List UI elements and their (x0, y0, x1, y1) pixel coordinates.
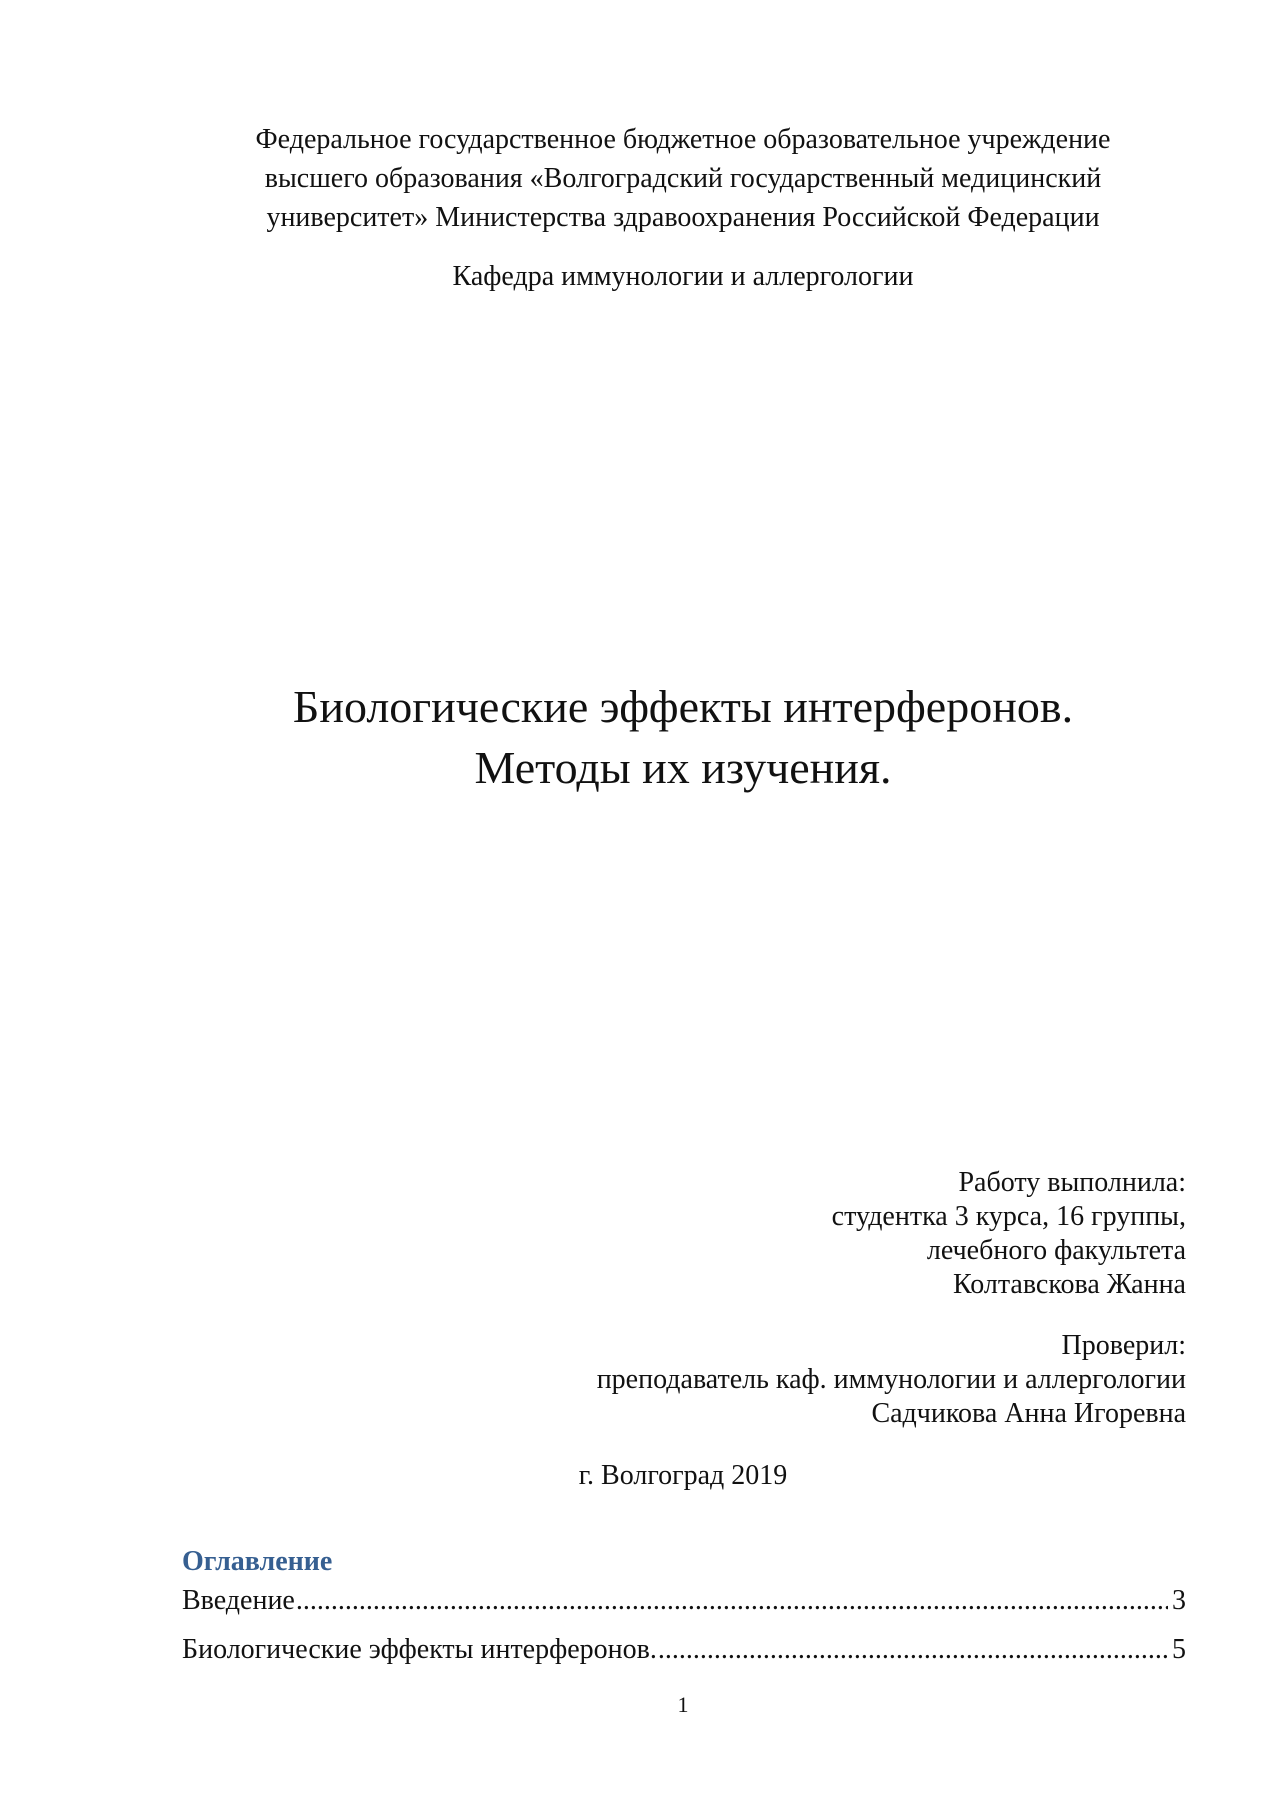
toc-leader-dots (296, 1581, 1168, 1620)
department-name: Кафедра иммунологии и аллергологии (452, 261, 914, 292)
page-number: 1 (677, 1692, 689, 1717)
toc-entry-page: 5 (1172, 1634, 1186, 1665)
institution-line: Федеральное государственное бюджетное образовательное учреждение (255, 124, 1111, 155)
performer-name: Колтавскова Жанна (952, 1269, 1186, 1300)
toc-entry[interactable] (182, 1581, 1186, 1620)
checker-label: Проверил: (1061, 1330, 1186, 1361)
performer-label: Работу выполнила: (958, 1167, 1186, 1198)
institution-name (183, 120, 1183, 237)
title-line: Биологические эффекты интерферонов. (292, 681, 1074, 732)
toc-entry-title[interactable]: Биологические эффекты интерферонов. (182, 1634, 657, 1665)
toc-entry[interactable] (182, 1630, 1186, 1669)
toc-leader-dots (658, 1630, 1168, 1669)
performer-faculty: лечебного факультета (926, 1235, 1186, 1266)
performer-block (386, 1166, 1186, 1302)
checker-position: преподаватель каф. иммунологии и аллергологии (596, 1364, 1186, 1395)
title-line: Методы их изучения. (474, 742, 892, 793)
institution-line: высшего образования «Волгоградский государственный медицинский (264, 163, 1102, 194)
checker-block (386, 1329, 1186, 1431)
performer-course: студентка 3 курса, 16 группы, (831, 1201, 1186, 1232)
checker-name: Садчикова Анна Игоревна (871, 1398, 1186, 1429)
institution-line: университет» Министерства здравоохранения Российской Федерации (266, 202, 1100, 233)
city-year: г. Волгоград 2019 (578, 1460, 788, 1491)
toc-entry-title[interactable]: Введение (182, 1585, 295, 1616)
document-title (183, 676, 1183, 798)
toc-heading: Оглавление (182, 1546, 333, 1577)
toc-entry-page: 3 (1172, 1585, 1186, 1616)
